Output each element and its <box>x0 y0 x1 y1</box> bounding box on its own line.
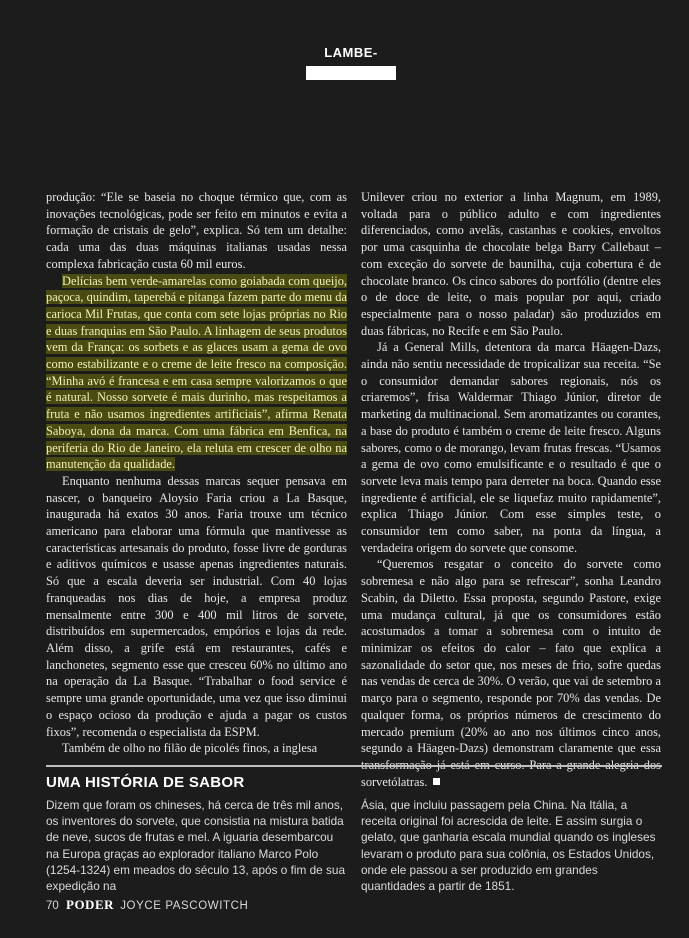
page-footer <box>46 897 248 913</box>
paragraph-text: “Queremos resgatar o conceito do sorvete como sobremesa e não algo para se refrescar”, sonha Leandro Scabin, da Diletto. Essa proposta, segundo Pastore, exige uma mudança cultural, já que os consumidores estão acostumados a tomar a sobremesa com o intuito de minimizar os efeitos do calor – fato que explica a sazonalidade do setor que, nos meses de frio, sofre quedas nas vendas de cerca de 30%. O verão, que vai de setembro a março para o segmento, responde por 70% das vendas. De qualquer forma, os próprios números de crescimento do mercado premium (20% ao ano nos últimos cinco anos, segundo a Häagen-Dazs) demonstram claramente que essa sorvetólatras. <box>361 557 661 789</box>
paragraph: Enquanto nenhuma dessas marcas sequer pensava em nascer, o banqueiro Aloysio Faria criou a La Basque, inaugurada há exatos 30 anos. Faria trouxe um técnico americano para elaborar uma fórmula que mantivesse as características artesanais do produto, fosse livre de gorduras e aditivos químicos e usasse apenas ingredientes naturais. Só que a escala deveria ser industrial. Com 40 lojas franqueadas nos dias de hoje, a empresa produz mensalmente entre 300 e 400 mil litros de sorvete, distribuídos em supermercados, empórios e lojas da rede. Além disso, a grife está em restaurantes, cafés e lanchonetes, segmento esse que cresceu 60% no último ano na operação da La Basque. “Trabalhar o food service é sempre uma grande oportunidade, uma vez que isso diminui o espaço ocioso da produção e ajuda a pagar os custos fixos”, recomenda o especialista da ESPM. <box>46 473 347 739</box>
sidebar-column-left <box>46 797 346 894</box>
article-column-right <box>361 189 661 790</box>
paragraph: produção: “Ele se baseia no choque térmico que, com as inovações tecnológicas, pode ser feito em minutos e evita a formação de cristais de gelo”, explica. Só tem um detalhe: cada uma das duas máquinas italianas usadas nessa complexa fabricação custa 60 mil euros. <box>46 190 347 271</box>
sidebar-column-right <box>361 797 661 894</box>
sidebar-text: Ásia, que incluiu passagem pela China. Na Itália, a receita original foi acrescida de leite. E assim surgia o gelato, que ganharia escala mundial quando os ingleses levaram o produto para sua colônia, os Estados Unidos, onde ele passou a ser produzido em grandes quantidades a partir de 1851. <box>361 798 656 894</box>
footer-author: JOYCE PASCOWITCH <box>120 900 249 912</box>
section-label: LAMBE-LAMBE <box>324 45 378 78</box>
page-number: 70 <box>46 900 59 912</box>
end-mark-icon <box>433 778 440 785</box>
article-column-left <box>46 189 347 757</box>
paragraph <box>361 556 661 790</box>
highlight-text: Delícias bem verde-amarelas como goiabada com queijo, paçoca, quindim, taperebá e pitanga fazem parte do menu da carioca Mil Frutas, que conta com sete lojas próprias no Rio e duas franquias em São Paulo. A linhagem de seus produtos vem da França: os sorbets e as glaces usam a gema de ovo como estabilizante e o creme de leite fresco na composição. “Minha avó é francesa e em casa sempre valorizamos o que é natural. Nosso sorvete é mais durinho, mas respeitamos a fruta e não usamos ingredientes artificiais”, afirma Renata Saboya, dona da marca. Com uma fábrica em Benfica, na periferia do Rio de Janeiro, ela reluta em crescer de olho na manutenção da qualidade. <box>46 273 347 472</box>
paragraph: Já a General Mills, detentora da marca Häagen-Dazs, ainda não sentiu necessidade de tropicalizar sua receita. “Se o consumidor demandar sabores regionais, nós os criaremos”, frisa Waldermar Thiago Júnior, diretor de marketing da multinacional. Sem aromatizantes ou corantes, a base do produto é também o creme de leite fresco. Alguns sabores, como o de morango, levam frutas frescas. “Usamos a gema de ovo como emulsificante e o resultado é que o sorvete leva mais tempo para derreter na boca. Quando esse ingrediente é artificial, ele se liquefaz muito rapidamente”, explica Thiago Júnior. Com esse simples teste, o consumidor tem como saber, na ponta da língua, a verdadeira origem do sorvete que consome. <box>361 340 661 555</box>
sidebar-text: Dizem que foram os chineses, há cerca de três mil anos, os inventores do sorvete, que consistia na mistura batida de neve, sucos de frutas e mel. A iguaria desembarcou na Europa graças ao explorador italiano Marco Polo (1254-1324) em meados do século 13, após o fim de sua expedição na <box>46 798 346 894</box>
paragraph: Unilever criou no exterior a linha Magnum, em 1989, voltada para o público adulto e com ingredientes diferenciados, como avelãs, castanhas e cookies, envoltos por uma casquinha de chocolate belga Barry Callebaut – com exceção do sorvete de baunilha, cuja cobertura é de chocolate branco. Os cinco sabores do portfólio (dentre eles o de doce de leite, o mais popular por aqui, criado especialmente para o nosso paladar) são produzidos em duas fábricas, no Recife e em São Paulo. <box>361 190 661 338</box>
section-tag <box>306 44 396 82</box>
highlighted-paragraph <box>46 273 347 473</box>
paragraph: Também de olho no filão de picolés finos, a inglesa <box>62 741 318 756</box>
sidebar-divider <box>46 765 662 767</box>
magazine-logo: PODER <box>66 897 114 912</box>
sidebar-title: UMA HISTÓRIA DE SABOR <box>46 774 245 791</box>
